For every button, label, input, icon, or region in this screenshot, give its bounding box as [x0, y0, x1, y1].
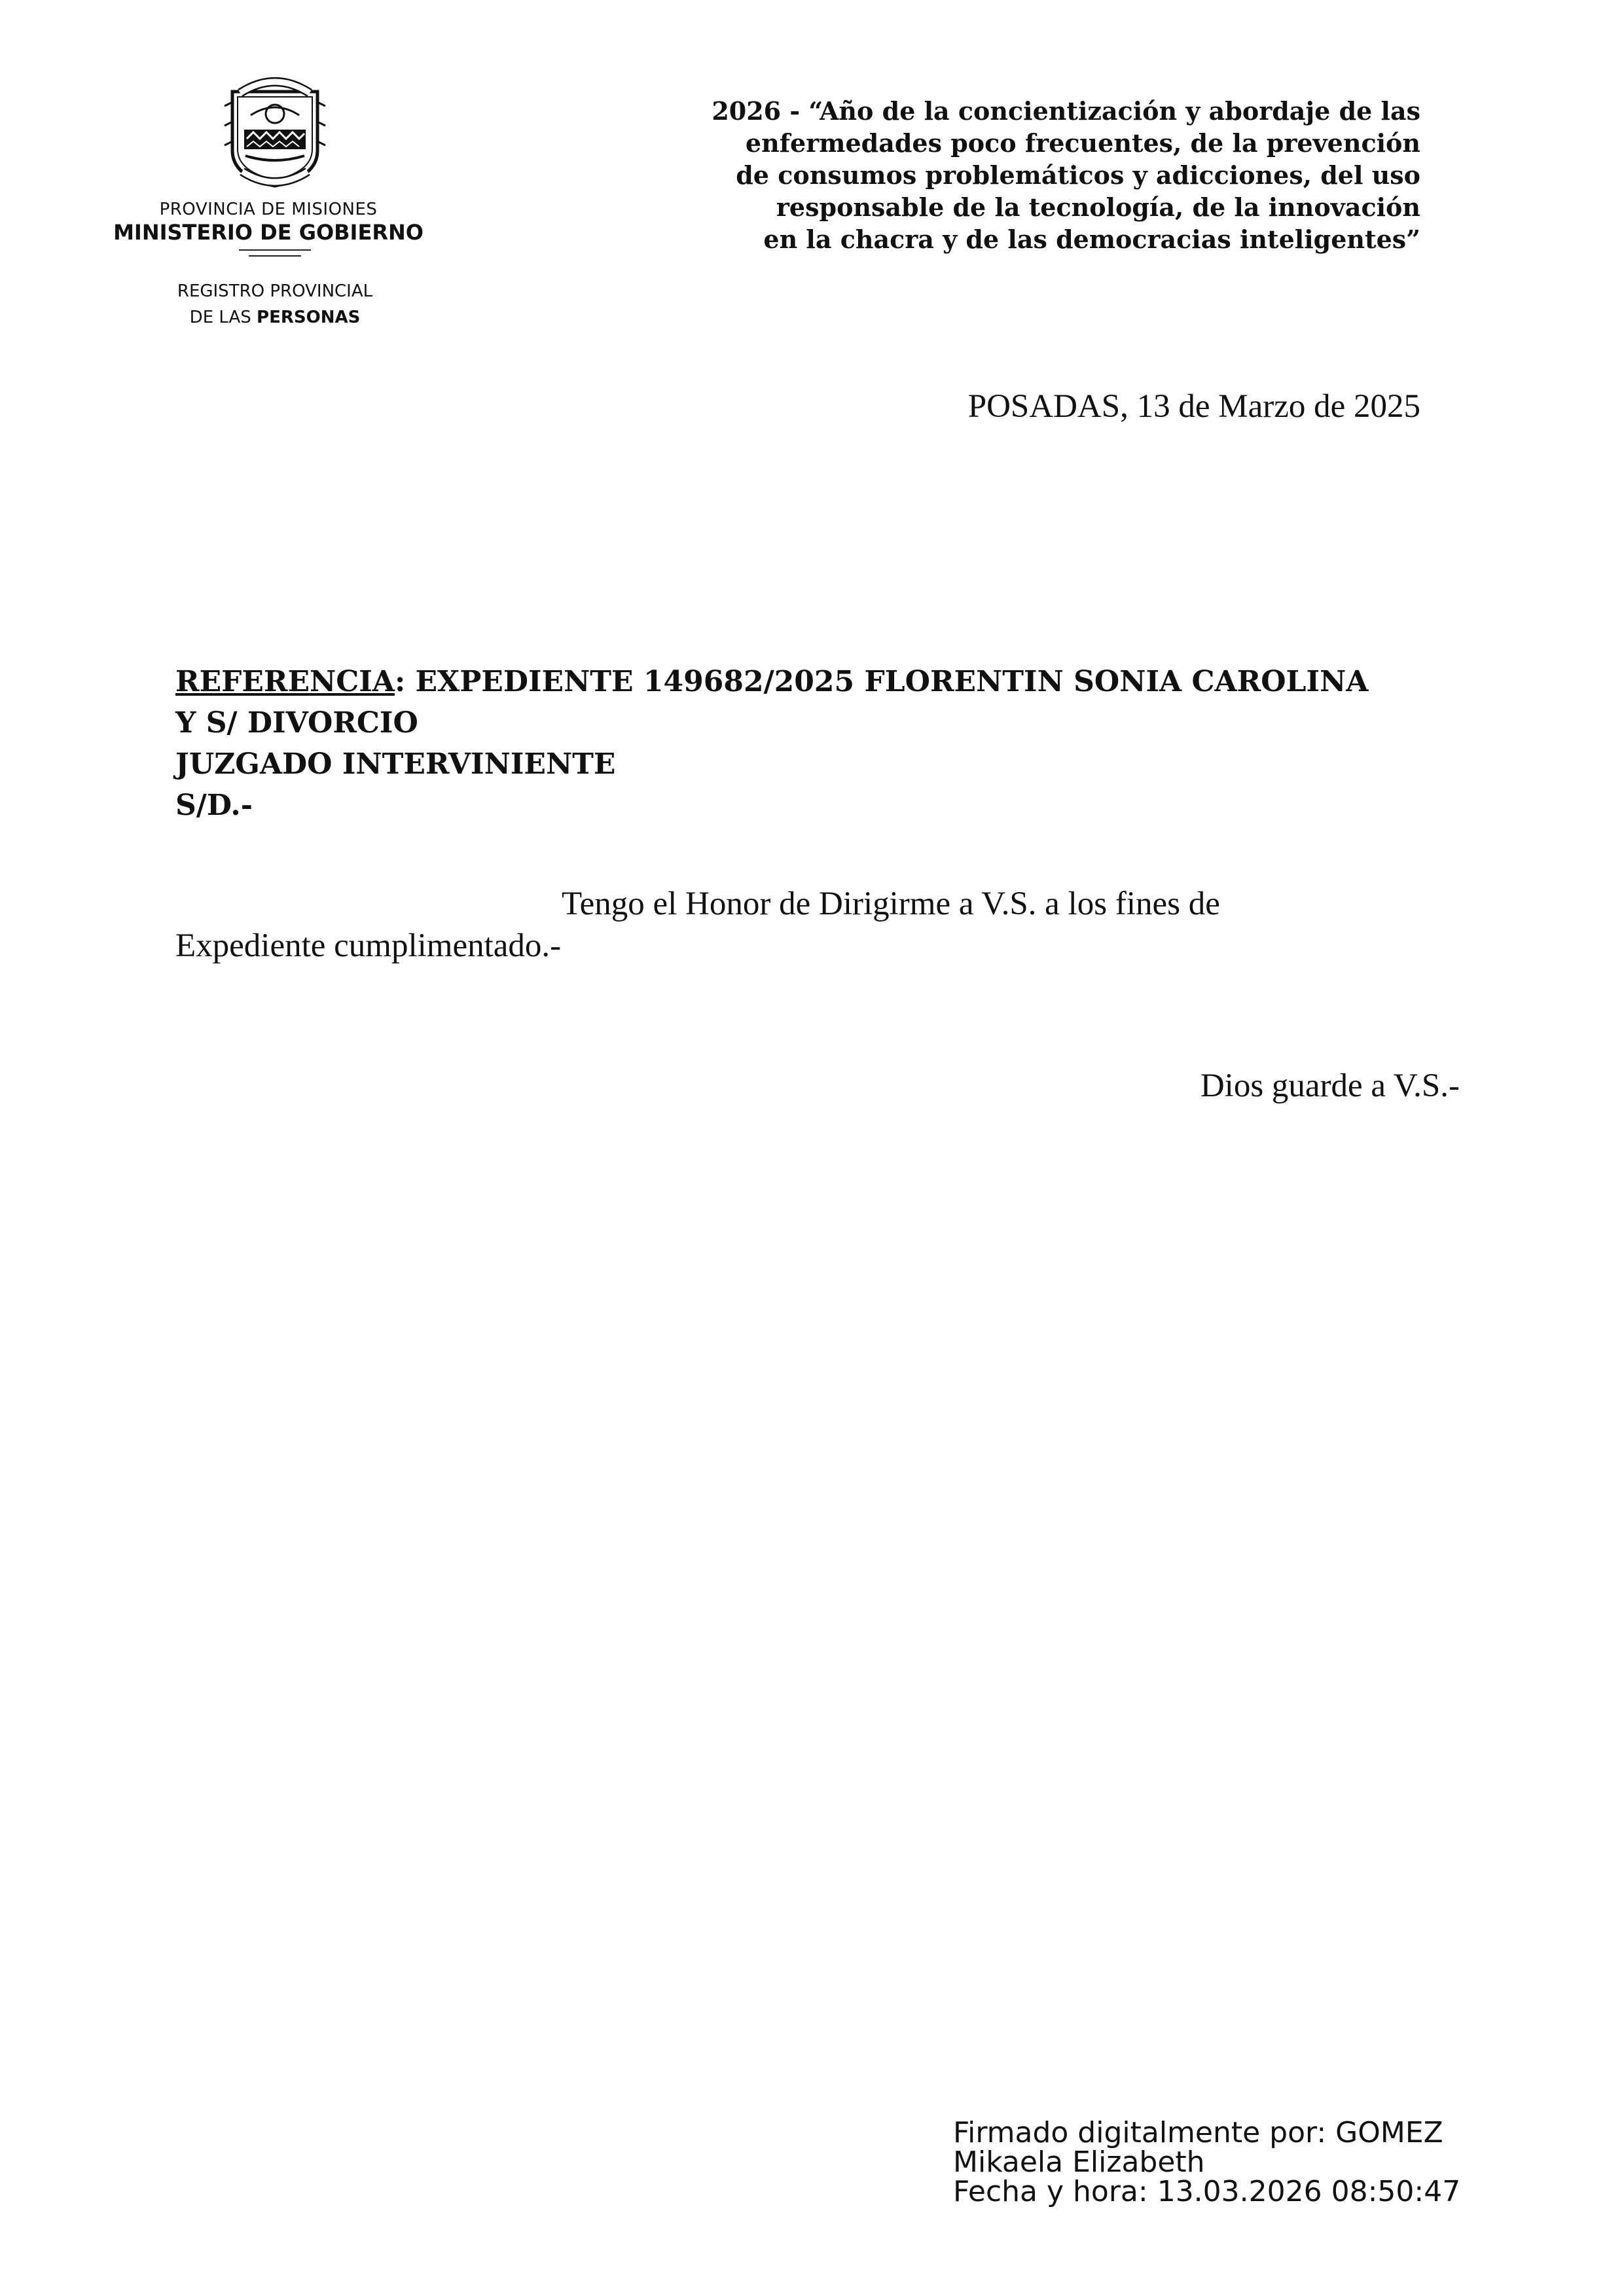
reference-label: REFERENCIA: [175, 665, 395, 698]
year-motto: [641, 95, 1420, 255]
digital-signature: [953, 2118, 1460, 2206]
body-text-line-1: Tengo el Honor de Dirigirme a V.S. a los fines de: [562, 886, 1220, 922]
reference-case: : EXPEDIENTE 149682/2025 FLORENTIN SONIA CAROLINA: [394, 665, 1369, 698]
motto-line: de consumos problemáticos y adicciones, del uso: [736, 160, 1420, 190]
province-name: PROVINCIA DE MISIONES: [159, 200, 378, 219]
registry-name-bold: PERSONAS: [257, 308, 361, 327]
registry-name-line2: [105, 308, 445, 327]
letterhead-divider: [249, 255, 301, 257]
signature-signer-name: Mikaela Elizabeth: [953, 2145, 1205, 2179]
signature-timestamp: Fecha y hora: 13.03.2026 08:50:47: [953, 2175, 1461, 2208]
reference-sd: S/D.-: [175, 789, 253, 822]
closing-formula: Dios guarde a V.S.-: [1200, 1067, 1460, 1104]
motto-line: 2026 - “Año de la concientización y abordaje de las: [712, 96, 1420, 126]
reference-block: [175, 661, 1485, 826]
reference-line-1: [175, 661, 1485, 702]
motto-line: enfermedades poco frecuentes, de la prevención: [745, 128, 1420, 158]
registry-name-prefix: DE LAS: [189, 308, 257, 327]
motto-line: responsable de la tecnología, de la innovación: [776, 192, 1420, 222]
letterhead-divider: [239, 249, 311, 251]
motto-line: en la chacra y de las democracias inteligentes”: [763, 224, 1420, 254]
reference-line-2: Y S/ DIVORCIO: [175, 706, 418, 740]
reference-court: JUZGADO INTERVINIENTE: [175, 747, 616, 781]
place-and-date: POSADAS, 13 de Marzo de 2025: [967, 388, 1420, 425]
signature-signer: Firmado digitalmente por: GOMEZ: [953, 2116, 1443, 2149]
ministry-name: MINISTERIO DE GOBIERNO: [113, 220, 424, 245]
registry-name-line1: REGISTRO PROVINCIAL: [177, 281, 373, 301]
provincial-coat-of-arms-icon: [213, 73, 337, 191]
body-text-line-2: Expediente cumplimentado.-: [175, 927, 562, 964]
